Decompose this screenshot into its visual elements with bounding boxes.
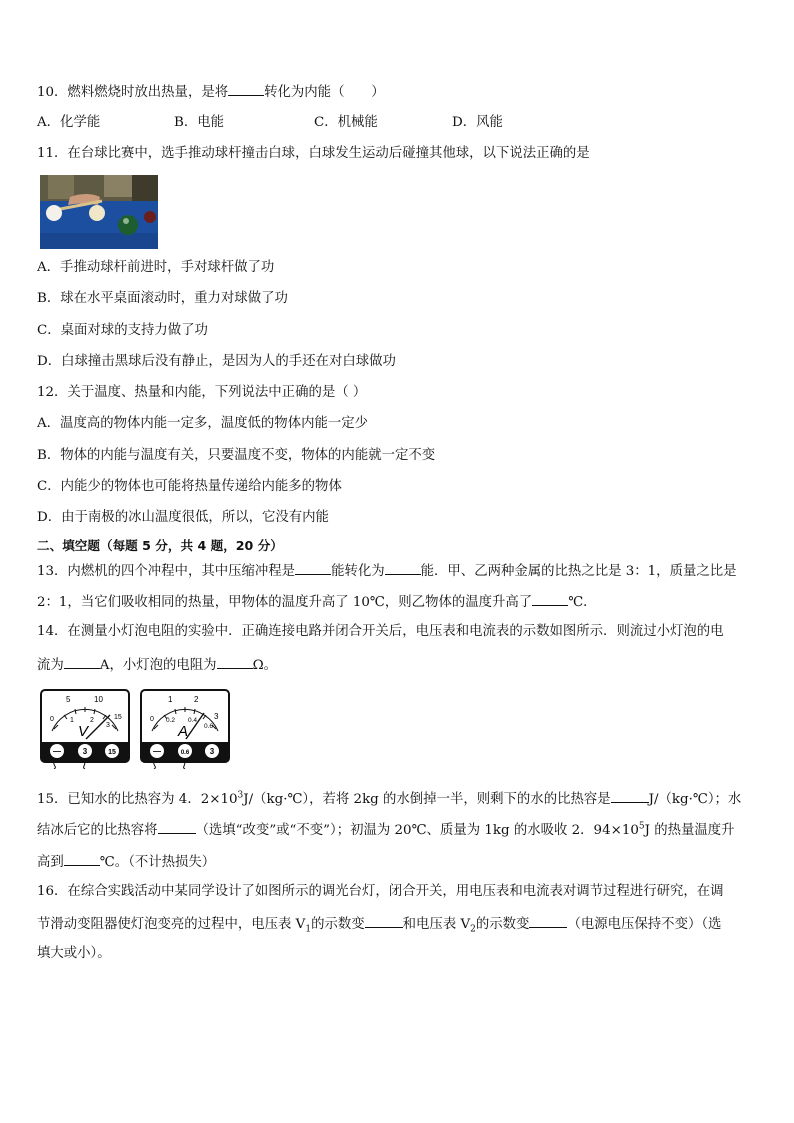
answer-blank[interactable]	[365, 914, 403, 928]
answer-blank[interactable]	[158, 820, 196, 834]
option-c[interactable]: C．机械能	[314, 115, 378, 130]
scale-label: 0.2	[166, 717, 176, 724]
ammeter	[141, 690, 229, 769]
answer-blank[interactable]	[529, 914, 567, 928]
q12-stem: 12．关于温度、热量和内能，下列说法中正确的是（ ）	[37, 385, 367, 400]
answer-blank[interactable]	[217, 655, 253, 669]
scale-label: 10	[94, 695, 103, 704]
ammeter-symbol: A	[178, 723, 189, 740]
q14-line1: 14．在测量小灯泡电阻的实验中．正确连接电路并闭合开关后，电压表和电流表的示数如图所示．则流过小灯泡的电	[37, 624, 724, 639]
scale-label: 3	[214, 712, 219, 721]
answer-blank[interactable]	[611, 789, 649, 803]
scale-label: 0	[50, 716, 54, 723]
option-a[interactable]: A．化学能	[37, 115, 101, 130]
option-d[interactable]: D．风能	[452, 115, 503, 130]
q11-option-a[interactable]: A．手推动球杆前进时，手对球杆做了功	[37, 260, 275, 275]
terminal-label: 3	[209, 747, 215, 756]
answer-blank[interactable]	[532, 592, 568, 606]
q12-option-b[interactable]: B．物体的内能与温度有关，只要温度不变，物体的内能就一定不变	[37, 448, 436, 463]
option-b[interactable]: B．电能	[174, 115, 225, 130]
q12-option-c[interactable]: C．内能少的物体也可能将热量传递给内能多的物体	[37, 479, 342, 494]
section-title: 二、填空题（每题 5 分，共 4 题，20 分）	[37, 538, 283, 553]
scale-label: 0.4	[188, 717, 198, 724]
voltmeter-symbol: V	[78, 723, 89, 740]
terminal-label: —	[53, 747, 61, 756]
voltmeter	[41, 690, 129, 769]
q10-stem: 10．燃料燃烧时放出热量，是将 转化为内能（ ）	[37, 82, 385, 102]
q12-option-a[interactable]: A．温度高的物体内能一定多，温度低的物体内能一定少	[37, 416, 369, 431]
q16-line1: 16．在综合实践活动中某同学设计了如图所示的调光台灯，闭合开关，用电压表和电流表对调节过程进行研究，在调	[37, 884, 724, 899]
scale-label: 2	[194, 695, 199, 704]
scale-label: 2	[90, 717, 94, 724]
q11-option-d[interactable]: D．白球撞击黑球后没有静止，是因为人的手还在对白球做功	[37, 354, 396, 369]
terminal-label: 0.6	[180, 750, 190, 756]
answer-blank[interactable]	[295, 561, 331, 575]
meters-figure	[40, 689, 232, 769]
scale-label: 3	[106, 722, 110, 729]
q14-line2: 流为 A，小灯泡的电阻为 Ω。	[37, 655, 277, 675]
q16-line2: 节滑动变阻器使灯泡变亮的过程中，电压表 $V_1$的示数变 和电压表 $V_2$的示数变 （电源电压保持不变）（选	[37, 914, 721, 934]
scale-label: 5	[66, 695, 71, 704]
q11-option-b[interactable]: B．球在水平桌面滚动时，重力对球做了功	[37, 291, 288, 306]
scale-label: 0.6	[204, 723, 214, 730]
q16-line3: 填大或小）。	[37, 946, 111, 961]
q11-stem: 11．在台球比赛中，选手推动球杆撞击白球，白球发生运动后碰撞其他球，以下说法正确的是	[37, 146, 590, 161]
terminal-label: 3	[82, 747, 88, 756]
terminal-label: —	[153, 747, 161, 756]
q15-line1: 15．已知水的比热容为 4．$2\times 10^3J/(kg\cdot℃)$，若将 2kg 的水倒掉一半，则剩下的水的比热容是 J/（kg·℃）；水	[37, 790, 742, 807]
answer-blank[interactable]	[228, 82, 264, 96]
scale-label: 1	[168, 695, 173, 704]
billiards-photo	[40, 175, 158, 249]
terminal-label: 15	[108, 749, 116, 756]
scale-label: 0	[150, 716, 154, 723]
scale-label: 1	[70, 717, 74, 724]
q10-options	[37, 114, 637, 132]
q15-line3: 高到 ℃。（不计热损失）	[37, 852, 215, 872]
q11-option-c[interactable]: C．桌面对球的支持力做了功	[37, 323, 208, 338]
q15-line2: 结冰后它的比热容将 （选填“改变”或“不变”）；初温为 20℃、质量为 1kg 的水吸收 2．$94\times 10^5J$ 的热量温度升	[37, 821, 735, 838]
answer-blank[interactable]	[385, 561, 421, 575]
answer-blank[interactable]	[64, 852, 100, 866]
q13-line2: 2：1，当它们吸收相同的热量，甲物体的温度升高了 10℃，则乙物体的温度升高了 ℃．	[37, 592, 597, 612]
q12-option-d[interactable]: D．由于南极的冰山温度很低，所以，它没有内能	[37, 510, 329, 525]
answer-blank[interactable]	[64, 655, 100, 669]
q13-line1: 13．内燃机的四个冲程中，其中压缩冲程是 能转化为 能．甲、乙两种金属的比热之比是 3：1，质量之比是	[37, 561, 737, 581]
scale-label: 15	[114, 714, 122, 721]
